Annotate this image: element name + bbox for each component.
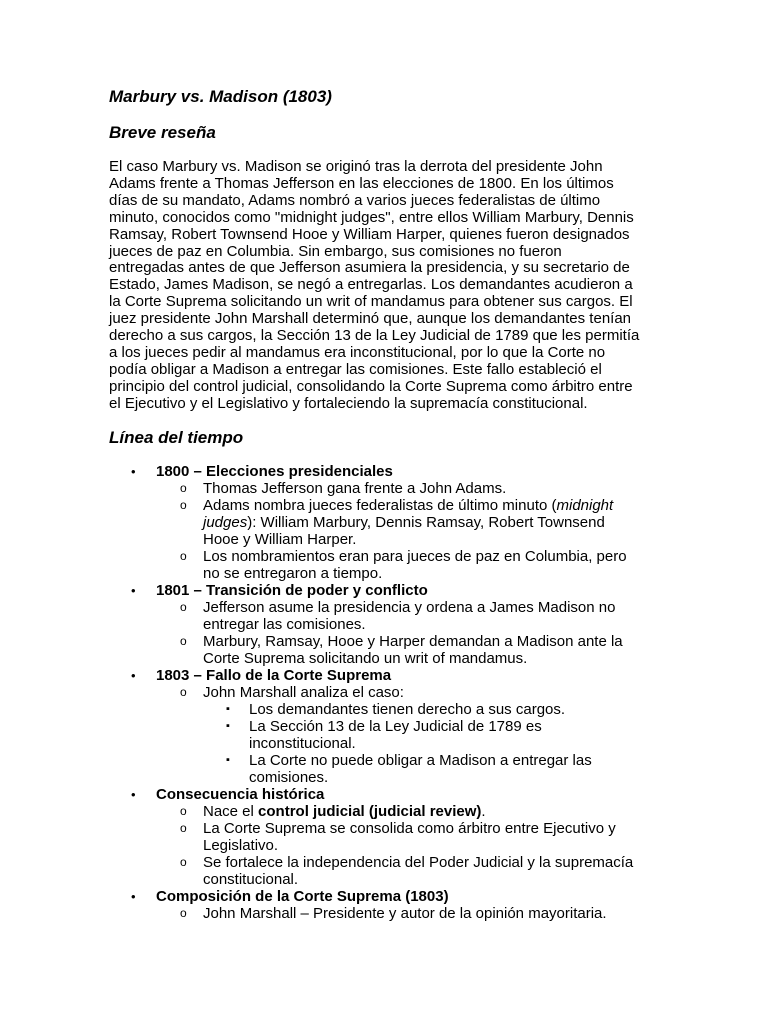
summary-line: juez presidente John Marshall determinó que, aunque los demandantes tenían	[109, 310, 632, 328]
timeline-entry-consequence	[0, 786, 768, 803]
list-item-continuation	[0, 531, 768, 548]
timeline-entry-heading: 1801 – Transición de poder y conflicto	[156, 582, 428, 599]
list-item-text: La Corte no puede obligar a Madison a entregar las	[249, 752, 592, 769]
bullet-marker: o	[180, 685, 187, 699]
list-item-continuation	[0, 837, 768, 854]
list-item-continuation	[0, 650, 768, 667]
list-item-continuation	[0, 514, 768, 531]
summary-line: Estado, James Madison, se negó a entregarlas. Los demandantes acudieron a	[109, 276, 633, 294]
bullet-marker: •	[131, 583, 136, 598]
italic-text: midnight	[556, 497, 614, 514]
bullet-marker: o	[180, 634, 187, 648]
list-item-text: Hooe y William Harper.	[203, 531, 357, 548]
list-item-text: La Sección 13 de la Ley Judicial de 1789 es	[249, 718, 542, 735]
summary-paragraph	[109, 159, 661, 413]
sub-list-item	[0, 752, 768, 769]
bold-text: control judicial (judicial review)	[258, 803, 482, 820]
summary-line: el Ejecutivo y el Legislativo y fortaleciendo la supremacía constitucional.	[109, 394, 588, 412]
timeline-entry-heading: Consecuencia histórica	[156, 786, 325, 803]
list-item-continuation	[0, 616, 768, 633]
bullet-marker: ▪	[226, 754, 230, 766]
list-item	[0, 854, 768, 871]
list-item	[0, 480, 768, 497]
bullet-marker: ▪	[226, 703, 230, 715]
list-item-text: Los demandantes tienen derecho a sus cargos.	[249, 701, 566, 718]
list-item	[0, 548, 768, 565]
bullet-marker: ▪	[226, 720, 230, 732]
bullet-marker: •	[131, 787, 136, 802]
list-item-text: Jefferson asume la presidencia y ordena a James Madison no	[203, 599, 616, 616]
list-item-text: Se fortalece la independencia del Poder Judicial y la supremacía	[203, 854, 634, 871]
bullet-marker: o	[180, 498, 187, 512]
timeline-entry-1801	[0, 582, 768, 599]
list-item-continuation	[0, 871, 768, 888]
bullet-marker: o	[180, 481, 187, 495]
summary-line: jueces de paz en Columbia. Sin embargo, sus comisiones no fueron	[109, 242, 562, 260]
list-item-text	[203, 514, 605, 531]
text-run: ): William Marbury, Dennis Ramsay, Robert Townsend	[247, 514, 605, 531]
text-run: Adams nombra jueces federalistas de último minuto (	[203, 497, 557, 514]
timeline-entry-heading: 1803 – Fallo de la Corte Suprema	[156, 667, 392, 684]
timeline-entry-composition	[0, 888, 768, 905]
list-item-text: John Marshall – Presidente y autor de la opinión mayoritaria.	[203, 905, 607, 922]
bullet-marker: •	[131, 668, 136, 683]
bullet-marker: •	[131, 464, 136, 479]
list-item-text: constitucional.	[203, 871, 299, 888]
bullet-marker: o	[180, 600, 187, 614]
timeline-entry-1803	[0, 667, 768, 684]
list-item	[0, 633, 768, 650]
timeline-heading: Línea del tiempo	[109, 428, 244, 447]
list-item	[0, 905, 768, 922]
list-item-text: Corte Suprema solicitando un writ of mandamus.	[203, 650, 528, 667]
list-item-text	[203, 803, 486, 820]
list-item	[0, 820, 768, 837]
summary-line: principio del control judicial, consolidando la Corte Suprema como árbitro entre	[109, 377, 633, 395]
summary-line: Ramsay, Robert Townsend Hooe y William Harper, quienes fueron designados	[109, 225, 630, 243]
summary-line: a los jueces pedir al mandamus era inconstitucional, por lo que la Corte no	[109, 343, 606, 361]
list-item-text: entregar las comisiones.	[203, 616, 366, 633]
bullet-marker: o	[180, 855, 187, 869]
summary-line: derecho a sus cargos, la Sección 13 de la Ley Judicial de 1789 que les permitía	[109, 327, 640, 345]
bullet-marker: o	[180, 906, 187, 920]
list-item-text: no se entregaron a tiempo.	[203, 565, 383, 582]
list-item-text: inconstitucional.	[249, 735, 356, 752]
summary-line: la Corte Suprema solicitando un writ of mandamus para obtener sus cargos. El	[109, 293, 633, 311]
list-item-text	[203, 497, 613, 514]
list-item-text: John Marshall analiza el caso:	[203, 684, 404, 701]
summary-line: podía obligar a Madison a entregar las comisiones. Este fallo estableció el	[109, 360, 602, 378]
timeline-entry-heading: Composición de la Corte Suprema (1803)	[156, 888, 449, 905]
italic-text: judges	[203, 514, 248, 531]
sub-list-item	[0, 701, 768, 718]
text-run: .	[481, 803, 486, 820]
list-item-text: Thomas Jefferson gana frente a John Adams.	[203, 480, 507, 497]
timeline-entry-heading: 1800 – Elecciones presidenciales	[156, 463, 393, 480]
summary-heading: Breve reseña	[109, 123, 216, 142]
document-title: Marbury vs. Madison (1803)	[109, 87, 332, 106]
list-item-text: La Corte Suprema se consolida como árbitro entre Ejecutivo y	[203, 820, 616, 837]
summary-line: entregadas antes de que Jefferson asumiera la presidencia, y su secretario de	[109, 259, 630, 277]
summary-line: El caso Marbury vs. Madison se originó tras la derrota del presidente John	[109, 158, 603, 175]
list-item-continuation	[0, 565, 768, 582]
bullet-marker: •	[131, 889, 136, 904]
list-item	[0, 599, 768, 616]
text-run: Nace el	[203, 803, 259, 820]
list-item-text: comisiones.	[249, 769, 329, 786]
sub-list-item-continuation	[0, 769, 768, 786]
list-item-text: Legislativo.	[203, 837, 279, 854]
list-item	[0, 497, 768, 514]
sub-list-item	[0, 718, 768, 735]
bullet-marker: o	[180, 821, 187, 835]
list-item	[0, 803, 768, 820]
list-item-text: Los nombramientos eran para jueces de paz en Columbia, pero	[203, 548, 627, 565]
timeline-entry-1800	[0, 463, 768, 480]
list-item	[0, 684, 768, 701]
timeline-list	[0, 463, 768, 922]
list-item-text: Marbury, Ramsay, Hooe y Harper demandan a Madison ante la	[203, 633, 623, 650]
summary-line: días de su mandato, Adams nombró a varios jueces federalistas de último	[109, 191, 601, 209]
sub-list-item-continuation	[0, 735, 768, 752]
summary-line: Adams frente a Thomas Jefferson en las elecciones de 1800. En los últimos	[109, 174, 614, 192]
bullet-marker: o	[180, 804, 187, 818]
summary-line: minuto, conocidos como "midnight judges", entre ellos William Marbury, Dennis	[109, 208, 634, 226]
bullet-marker: o	[180, 549, 187, 563]
